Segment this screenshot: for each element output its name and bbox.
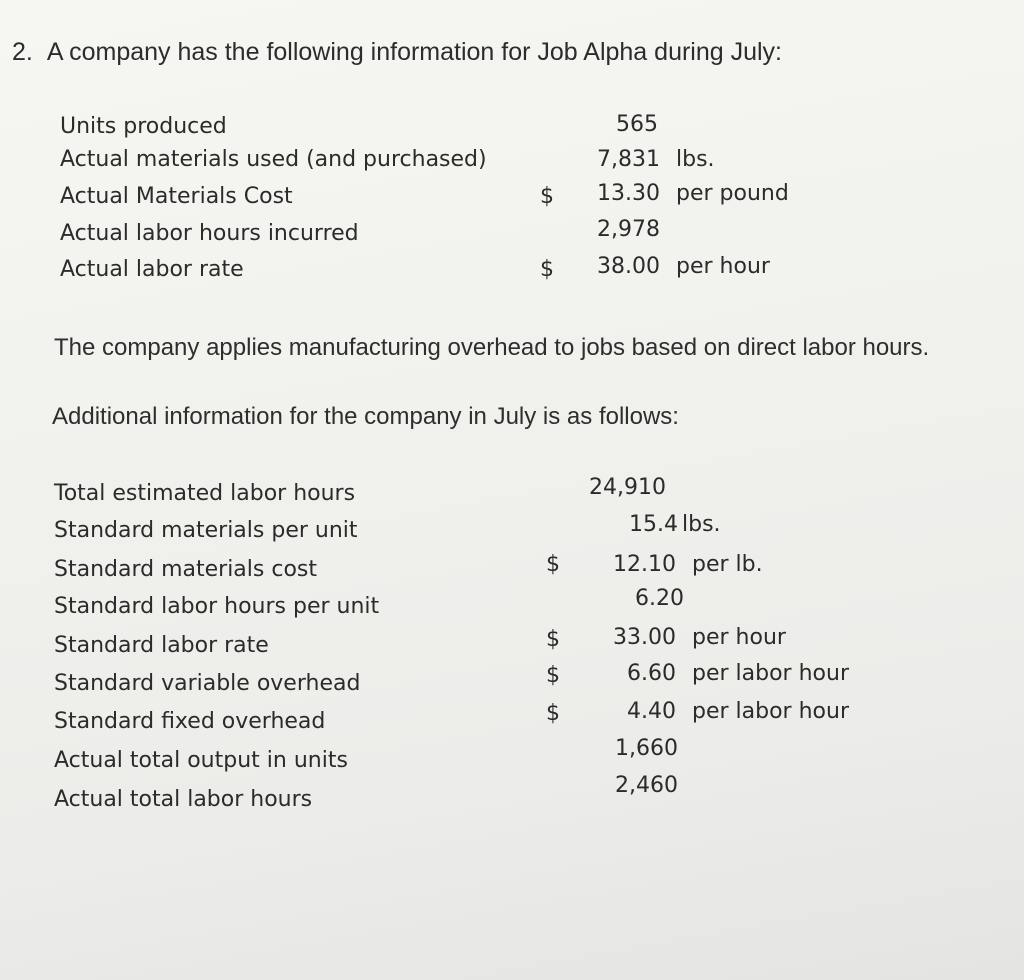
row-label: Actual total labor hours <box>54 787 313 812</box>
currency-symbol: $ <box>540 184 554 209</box>
row-value: 12.10 <box>613 552 676 577</box>
row-value: 565 <box>616 112 658 137</box>
row-value: 15.4 <box>629 512 678 537</box>
row-label: Total estimated labor hours <box>54 481 356 506</box>
question-heading <box>12 38 782 67</box>
row-value: 2,978 <box>597 217 660 242</box>
row-label: Actual total output in units <box>54 748 348 773</box>
row-unit: per hour <box>692 625 786 650</box>
row-value: 13.30 <box>597 181 660 206</box>
row-value: 4.40 <box>627 699 676 724</box>
currency-symbol: $ <box>546 663 560 688</box>
row-label: Standard labor rate <box>54 633 269 658</box>
row-unit: per hour <box>676 254 770 279</box>
table-row <box>0 661 1024 707</box>
table-row <box>0 475 1024 517</box>
table-row <box>0 736 1024 784</box>
table-row <box>0 773 1024 823</box>
question-number: 2. <box>12 38 33 66</box>
row-value: 2,460 <box>615 773 678 798</box>
table-row <box>0 512 1024 554</box>
table-row <box>0 181 1024 220</box>
row-label: Actual materials used (and purchased) <box>60 147 487 172</box>
row-unit: per labor hour <box>692 699 849 724</box>
row-unit: per lb. <box>692 552 763 577</box>
row-value: 38.00 <box>597 254 660 279</box>
currency-symbol: $ <box>546 627 560 652</box>
row-label: Actual labor hours incurred <box>60 221 359 246</box>
currency-symbol: $ <box>546 552 560 577</box>
row-value: 1,660 <box>615 736 678 761</box>
row-value: 6.60 <box>627 661 676 686</box>
row-value: 7,831 <box>597 147 660 172</box>
table-row <box>0 217 1024 257</box>
row-label: Actual Materials Cost <box>60 184 293 209</box>
row-unit: per labor hour <box>692 661 849 686</box>
row-label: Standard labor hours per unit <box>54 594 380 619</box>
row-value: 33.00 <box>613 625 676 650</box>
table-row <box>0 625 1024 669</box>
table-row <box>0 114 1024 150</box>
question-text: A company has the following information for Job Alpha during July: <box>46 38 783 66</box>
row-label: Standard materials per unit <box>54 518 358 543</box>
table-row <box>0 586 1024 630</box>
table-row <box>0 147 1024 183</box>
overhead-statement: The company applies manufacturing overhead to jobs based on direct labor hours. <box>54 334 930 361</box>
row-label: Units produced <box>60 114 227 139</box>
row-label: Standard materials cost <box>54 557 318 582</box>
row-unit: per pound <box>676 181 789 206</box>
currency-symbol: $ <box>546 701 560 726</box>
row-unit: lbs. <box>682 512 721 537</box>
row-label: Standard variable overhead <box>54 671 361 696</box>
row-unit: lbs. <box>676 147 715 172</box>
table-row <box>0 254 1024 293</box>
row-value: 6.20 <box>635 586 684 611</box>
additional-info-intro: Additional information for the company in July is as follows: <box>52 403 679 430</box>
currency-symbol: $ <box>540 257 554 282</box>
row-label: Actual labor rate <box>60 257 244 282</box>
table-row <box>0 699 1024 745</box>
row-value: 24,910 <box>589 475 666 500</box>
row-label: Standard fixed overhead <box>54 709 326 734</box>
table-row <box>0 552 1024 593</box>
